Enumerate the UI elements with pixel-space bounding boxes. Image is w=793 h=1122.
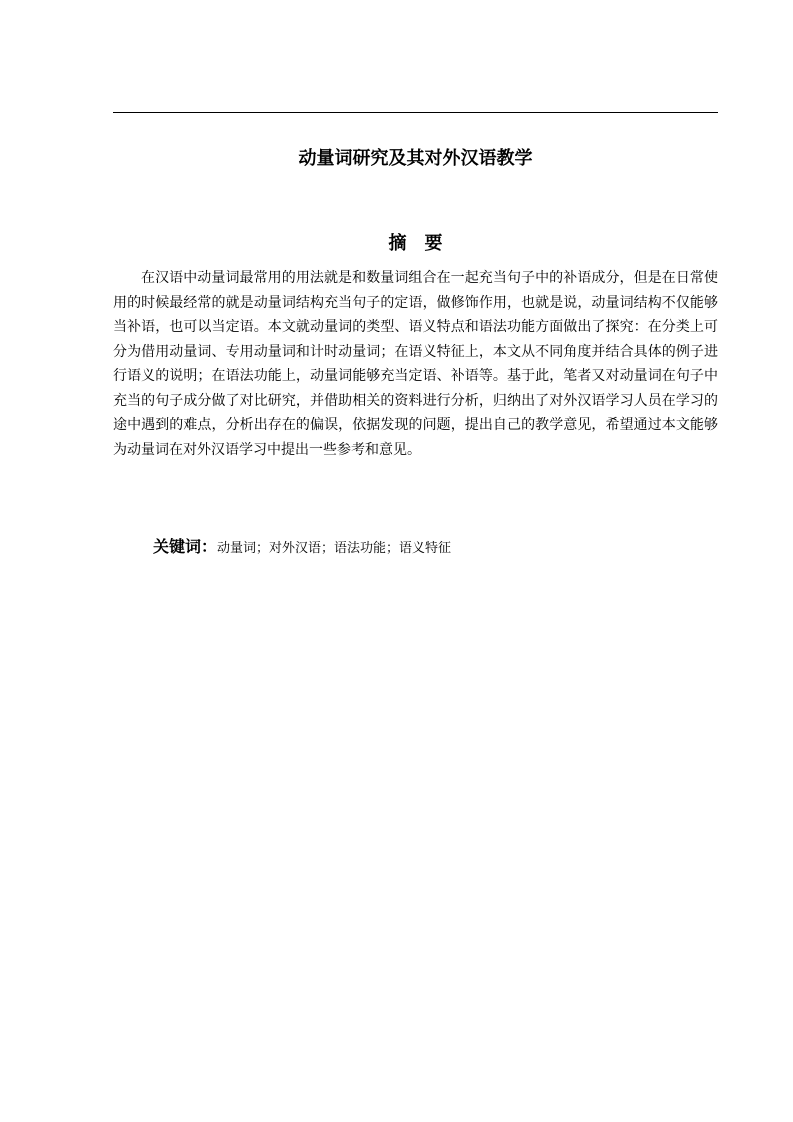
- header-rule: [113, 112, 718, 113]
- keywords-label: 关键词：: [153, 537, 218, 556]
- keywords-line: [153, 535, 718, 561]
- abstract-heading: 摘要: [388, 233, 461, 254]
- keywords-text: 动量词；对外汉语；语法功能；语义特征: [217, 541, 452, 556]
- abstract-body: 在汉语中动量词最常用的用法就是和数量词组合在一起充当句子中的补语成分，但是在日常使用的时候最经常的就是动量词结构充当句子的定语，做修饰作用，也就是说，动量词结构不仅能够当补语，也可以当定语。本文就动量词的类型、语义特点和语法功能方面做出了探究：在分类上可分为借用动量词、专用动量词和计时动量词；在语义特征上，本文从不同角度并结合具体的例子进行语义的说明；在语法功能上，动量词能够充当定语、补语等。基于此，笔者又对动量词在句子中充当的句子成分做了对比研究，并借助相关的资料进行分析，归纳出了对外汉语学习人员在学习的途中遇到的难点，分析出存在的偏误，依据发现的问题，提出自己的教学意见，希望通过本文能够为动量词在对外汉语学习中提出一些参考和意见。: [113, 270, 718, 458]
- document-title: 动量词研究及其对外汉语教学: [298, 148, 533, 169]
